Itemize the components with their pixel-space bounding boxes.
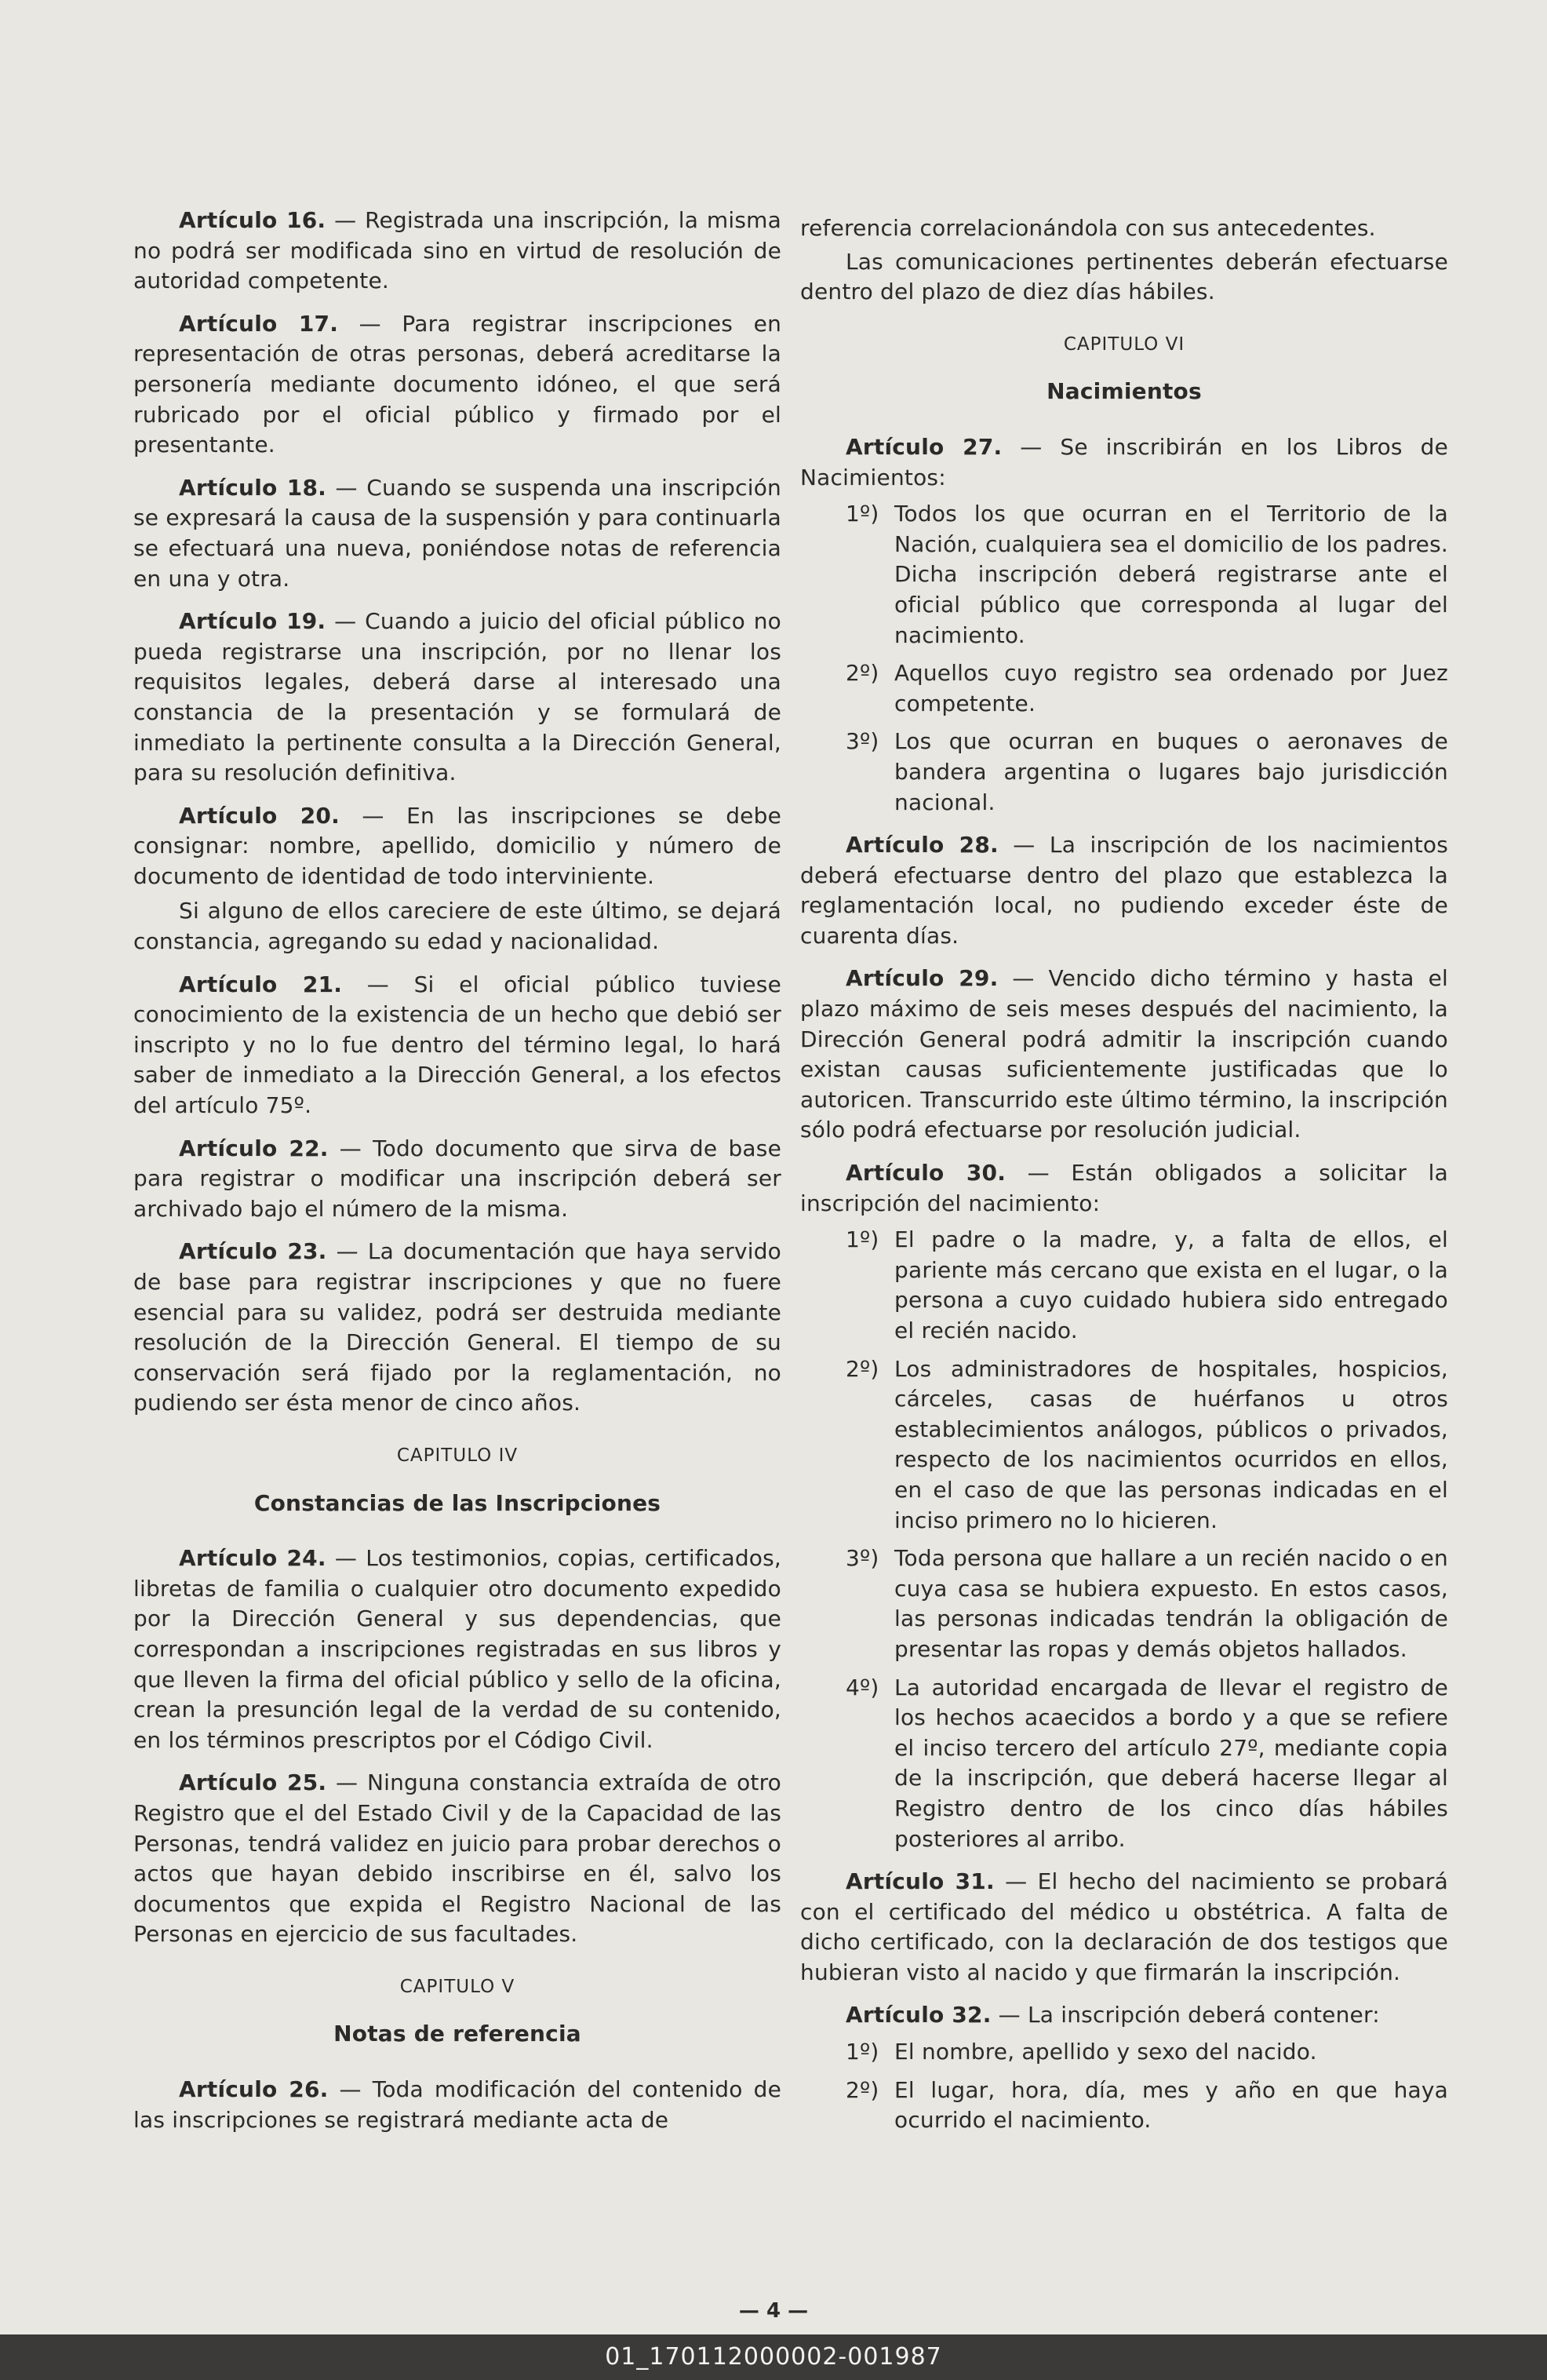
list-item <box>800 2037 1448 2068</box>
article-text: — La inscripción deberá contener: <box>991 2002 1380 2028</box>
article-text: — En las inscripciones se debe consignar: nombre, apellido, domicilio y número de documento de identidad de todo interviniente. <box>133 802 781 889</box>
article-23 <box>133 1237 781 1419</box>
item-text: Aquellos cuyo registro sea ordenado por Juez competente. <box>894 660 1448 716</box>
article-text: — Cuando a juicio del oficial público no pueda registrarse una inscripción, por no llenar los requisitos legales, deberá darse al interesado una constancia de la presentación y se formulará de inmediato la pertinente consulta a la Dirección General, para su resolución definitiva. <box>133 608 781 786</box>
paragraph-text: referencia correlacionándola con sus antecedentes. <box>800 215 1376 241</box>
article-text: — Si el oficial público tuviese conocimiento de la existencia de un hecho que debió ser inscripto y no lo fue dentro del término legal, lo hará saber de inmediato a la Dirección General, a los efectos del artículo 75º. <box>133 971 782 1119</box>
article-text: — El hecho del nacimiento se probará con el certificado del médico u obstétrica. A falta de dicho certificado, con la declaración de dos testigos que hubieran visto al nacido y que firmarán la inscripción. <box>800 1868 1448 1985</box>
article-text: — Se inscribirán en los Libros de Nacimientos: <box>800 433 1449 490</box>
article-20 <box>133 801 781 892</box>
article-text: — Para registrar inscripciones en representación de otras personas, deberá acreditarse la personería mediante documento idóneo, el que será rubricado por el oficial público y firmado por el presentante. <box>133 310 782 458</box>
article-label: Artículo 32. <box>846 2002 992 2028</box>
article-label: Artículo 17. <box>179 310 339 337</box>
chapter-title: Constancias de las Inscripciones <box>253 1489 661 1516</box>
item-text: El lugar, hora, día, mes y año en que haya ocurrido el nacimiento. <box>894 2076 1448 2134</box>
item-text: Toda persona que hallare a un recién nacido o en cuya casa se hubiera expuesto. En estos casos, las personas indicadas tendrán la obligación de presentar las ropas y demás objetos hallados. <box>894 1545 1448 1662</box>
article-31 <box>800 1867 1448 1988</box>
article-label: Artículo 27. <box>846 433 1003 460</box>
chapter-title: Nacimientos <box>1046 378 1202 405</box>
item-number: 2º) <box>846 2076 879 2103</box>
chapter-heading: CAPITULO VI <box>1063 333 1185 355</box>
item-number: 1º) <box>846 1226 879 1253</box>
article-16 <box>133 206 781 297</box>
list-item <box>800 1354 1448 1536</box>
item-number: 2º) <box>846 1355 879 1382</box>
article-26 <box>133 2075 781 2135</box>
list-item <box>800 2076 1448 2136</box>
article-label: Artículo 26. <box>179 2076 329 2103</box>
article-27 <box>800 432 1448 493</box>
item-text: La autoridad encargada de llevar el registro de los hechos acaecidos a bordo y a que se refiere el inciso tercero del artículo 27º, mediante copia de la inscripción, que deberá hacerse llegar al Registro dentro de los cinco días hábiles posteriores al arribo. <box>894 1674 1448 1852</box>
article-text: — Registrada una inscripción, la misma no podrá ser modificada sino en virtud de resolución de autoridad competente. <box>133 207 781 294</box>
article-label: Artículo 20. <box>179 802 340 829</box>
article-text: — Cuando se suspenda una inscripción se expresará la causa de la suspensión y para continuarla se efectuará una nueva, poniéndose notas de referencia en una y otra. <box>133 474 781 592</box>
item-text: Los que ocurran en buques o aeronaves de bandera argentina o lugares bajo jurisdicción nacional. <box>894 728 1448 815</box>
article-21 <box>133 970 781 1121</box>
chapter-title: Notas de referencia <box>333 2021 581 2047</box>
article-label: Artículo 29. <box>846 965 999 992</box>
scan-identifier: 01_170112000002-001987 <box>605 2343 942 2371</box>
article-text: — La documentación que haya servido de base para registrar inscripciones y que no fuere esencial para su validez, podrá ser destruida mediante resolución de la Dirección General. El tiempo de su conservación será fijado por la reglamentación, no pudiendo ser ésta menor de cinco años. <box>133 1238 781 1416</box>
item-number: 1º) <box>846 501 879 527</box>
list-item <box>800 1544 1448 1664</box>
article-20-continuation <box>133 896 781 957</box>
item-text: El nombre, apellido y sexo del nacido. <box>894 2039 1317 2065</box>
item-number: 3º) <box>846 1545 879 1572</box>
article-26-continuation-2 <box>800 247 1448 308</box>
article-text: — Todo documento que sirva de base para registrar o modificar una inscripción deberá ser archivado bajo el número de la misma. <box>133 1135 781 1222</box>
left-column <box>133 206 781 2148</box>
item-text: Todos los que ocurran en el Territorio de la Nación, cualquiera sea el domicilio de los padres. Dicha inscripción deberá registrarse ante el oficial público que corresponda al lugar del nacimiento. <box>894 501 1448 648</box>
paragraph-text: Si alguno de ellos careciere de este último, se dejará constancia, agregando su edad y nacionalidad. <box>133 898 781 955</box>
item-number: 4º) <box>846 1674 879 1700</box>
list-item <box>800 499 1448 651</box>
article-text: — Vencido dicho término y hasta el plazo máximo de seis meses después del nacimiento, la Dirección General podrá admitir la inscripción cuando existan causas suficientemente justificadas que lo autoricen. Transcurrido este último término, la inscripción sólo podrá efectuarse por resolución judicial. <box>800 965 1448 1143</box>
article-label: Artículo 31. <box>846 1868 995 1895</box>
item-text: El padre o la madre, y, a falta de ellos, el pariente más cercano que exista en el lugar, o la persona a cuyo cuidado hubiera sido entregado el recién nacido. <box>894 1226 1448 1343</box>
list-item <box>800 727 1448 818</box>
article-label: Artículo 23. <box>179 1238 327 1265</box>
list-item <box>800 1225 1448 1346</box>
article-label: Artículo 18. <box>179 474 326 501</box>
article-text: — Los testimonios, copias, certificados, libretas de familia o cualquier otro documento expedido por la Dirección General y sus dependencias, que correspondan a inscripciones registradas en sus libros y que lleven la firma del oficial público y sello de la oficina, crean la presunción legal de la verdad de su contenido, en los términos prescriptos por el Código Civil. <box>133 1545 782 1753</box>
article-17 <box>133 309 781 461</box>
article-18 <box>133 473 781 594</box>
article-26-continuation <box>800 213 1448 244</box>
list-item <box>800 658 1448 719</box>
article-label: Artículo 22. <box>179 1135 329 1161</box>
article-label: Artículo 21. <box>179 971 343 997</box>
article-label: Artículo 25. <box>179 1770 327 1796</box>
article-30 <box>800 1158 1448 1219</box>
article-22 <box>133 1134 781 1225</box>
article-28 <box>800 830 1448 951</box>
item-number: 1º) <box>846 2039 879 2065</box>
chapter-heading: CAPITULO V <box>399 1976 515 1997</box>
article-32 <box>800 2000 1448 2031</box>
list-item <box>800 1673 1448 1855</box>
article-29 <box>800 964 1448 1146</box>
right-column <box>800 213 1448 2144</box>
article-label: Artículo 30. <box>846 1160 1006 1186</box>
article-label: Artículo 28. <box>846 832 999 858</box>
article-label: Artículo 19. <box>179 608 326 635</box>
article-label: Artículo 24. <box>179 1545 326 1572</box>
article-text: — Ninguna constancia extraída de otro Registro que el del Estado Civil y de la Capacidad de las Personas, tendrá validez en juicio para probar derechos o actos que hayan debido inscribirse en él, salvo los documentos que expida el Registro Nacional de las Personas en ejercicio de sus facultades. <box>133 1770 781 1948</box>
chapter-heading: CAPITULO IV <box>396 1445 519 1466</box>
article-text: — Toda modificación del contenido de las inscripciones se registrará mediante acta de <box>133 2076 781 2133</box>
page-number: — 4 — <box>738 2299 809 2323</box>
item-text: Los administradores de hospitales, hospicios, cárceles, casas de huérfanos u otros establecimientos análogos, públicos o privados, respecto de los nacimientos ocurridos en ellos, en el caso de que las personas indicadas en el inciso primero no lo hicieren. <box>894 1355 1448 1533</box>
item-number: 3º) <box>846 728 879 755</box>
article-text: — Están obligados a solicitar la inscripción del nacimiento: <box>800 1160 1448 1216</box>
article-25 <box>133 1768 781 1950</box>
article-19 <box>133 607 781 789</box>
paragraph-text: Las comunicaciones pertinentes deberán efectuarse dentro del plazo de diez días hábiles. <box>800 248 1448 305</box>
article-text: — La inscripción de los nacimientos deberá efectuarse dentro del plazo que establezca la reglamentación local, no pudiendo exceder éste de cuarenta días. <box>800 832 1448 949</box>
article-24 <box>133 1544 781 1755</box>
article-label: Artículo 16. <box>179 207 326 233</box>
item-number: 2º) <box>846 660 879 687</box>
